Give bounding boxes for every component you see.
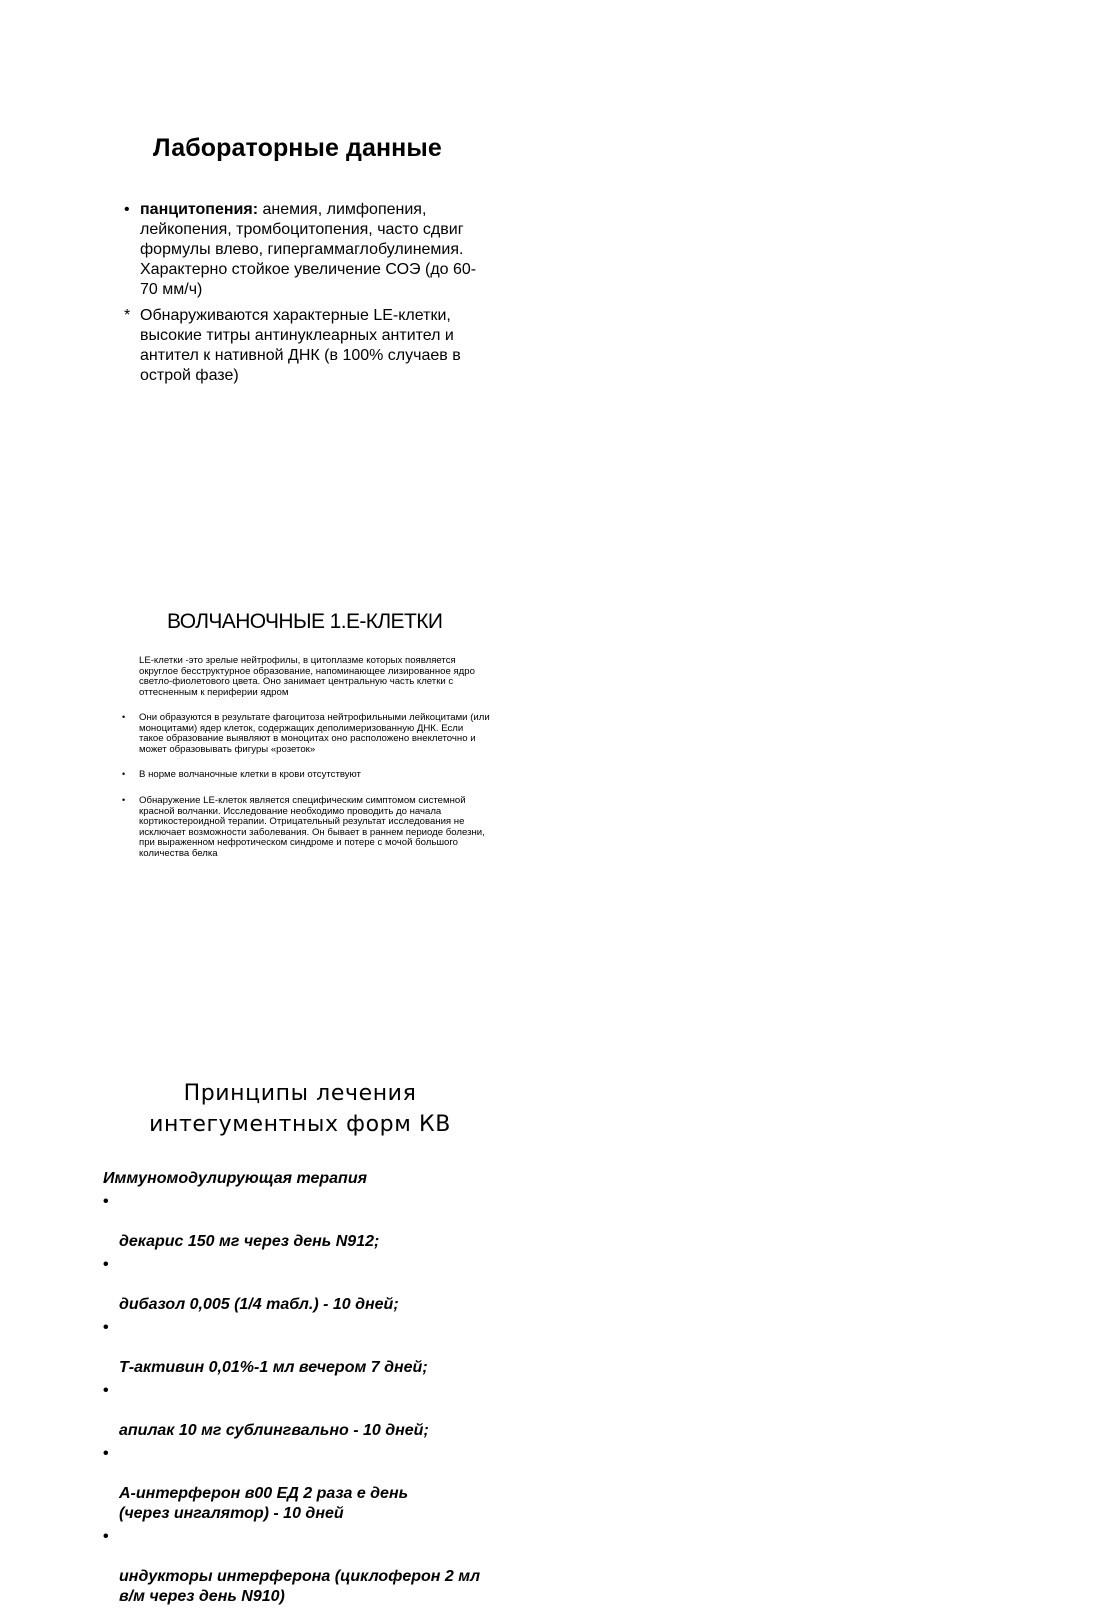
slide-treatment-principles — [0, 1060, 600, 1605]
title-line: интегументных форм КВ — [149, 1112, 451, 1137]
bullet-marker: • — [103, 1193, 109, 1210]
bullet-marker: • — [103, 1382, 109, 1399]
bullet-marker: • — [103, 1256, 109, 1273]
le-cells-list — [120, 713, 490, 875]
list-item — [120, 713, 490, 755]
therapy-list — [103, 1192, 503, 1610]
item-text: В норме волчаночные клетки в крови отсутствуют — [139, 769, 361, 781]
list-item — [103, 1192, 503, 1252]
list-item — [103, 1381, 503, 1441]
bullet-marker: • — [124, 201, 130, 218]
list-item — [103, 1527, 503, 1607]
slide-title: ВОЛЧАНОЧНЫЕ 1.Е-КЛЕТКИ — [167, 610, 443, 633]
item-text: Обнаружение LE-клеток является специфическим симптомом системной красной волчанки. Исследование необходимо проводить до начала кортикостероидной терапии. Отрицательный результат исследования не исключает возможности заболевания. Он бывает в раннем периоде болезни, при выраженном нефротическом синдроме и потере с мочой большого количества белка — [139, 794, 485, 859]
bullet-marker: • — [122, 769, 126, 780]
lab-findings-list — [122, 200, 482, 392]
intro-paragraph: LE-клетки -это зрелые нейтрофилы, в цитоплазме которых появляется округлое бесструктурное образование, напоминающее лизированное ядро светло-фиолетового цвета. Оно занимает центральную часть клетки с оттесненным к периферии ядром — [139, 655, 475, 698]
list-item — [103, 1255, 503, 1315]
bullet-marker: • — [103, 1445, 109, 1462]
item-text: Т-активин 0,01%-1 мл вечером 7 дней; — [119, 1359, 428, 1376]
list-item — [120, 796, 490, 860]
slide-title — [130, 1078, 470, 1140]
item-text: дибазол 0,005 (1/4 табл.) - 10 дней; — [119, 1296, 399, 1313]
item-text: А-интерферон в00 ЕД 2 раза е день (через ингалятор) - 10 дней — [119, 1485, 409, 1522]
list-item — [103, 1318, 503, 1378]
list-item — [120, 770, 490, 781]
bullet-marker: • — [103, 1319, 109, 1336]
item-text: Обнаруживаются характерные LE-клетки, высокие титры антинуклеарных антител и антител к нативной ДНК (в 100% случаев в острой фазе) — [140, 307, 461, 384]
bullet-marker: • — [103, 1528, 109, 1545]
item-text: Они образуются в результате фагоцитоза нейтрофильными лейкоцитами (или моноцитами) ядер клеток, содержащих деполимеризованную ДНК. Если такое образование выявляют в моноцитах оно расположено внеклеточно и может образовывать фигуры «розеток» — [139, 712, 490, 755]
bullet-marker: • — [122, 712, 126, 722]
item-text: анемия, лимфопения, лейкопения, тромбоцитопения, часто сдвиг формулы влево, гипергаммаглобулинемия. Характерно стойкое увеличение СОЭ (до 60-70 мм/ч) — [140, 201, 477, 298]
bullet-marker: • — [122, 794, 126, 805]
section-subtitle: Иммуномодулирующая терапия — [103, 1170, 368, 1187]
slide-le-cells — [0, 560, 600, 980]
slide-title: Лабораторные данные — [153, 134, 442, 162]
item-text: апилак 10 мг сублингвально - 10 дней; — [119, 1422, 429, 1439]
term-label: панцитопения: — [140, 201, 259, 218]
bullet-marker: * — [124, 307, 131, 324]
slide-laboratory-data — [0, 0, 600, 460]
list-item — [122, 306, 482, 386]
list-item — [103, 1444, 503, 1524]
list-item — [122, 200, 482, 300]
item-text: декарис 150 мг через день N912; — [119, 1233, 380, 1250]
title-line: Принципы лечения — [183, 1081, 417, 1106]
item-text: индукторы интерферона (циклоферон 2 мл в/м через день N910) — [119, 1568, 481, 1605]
